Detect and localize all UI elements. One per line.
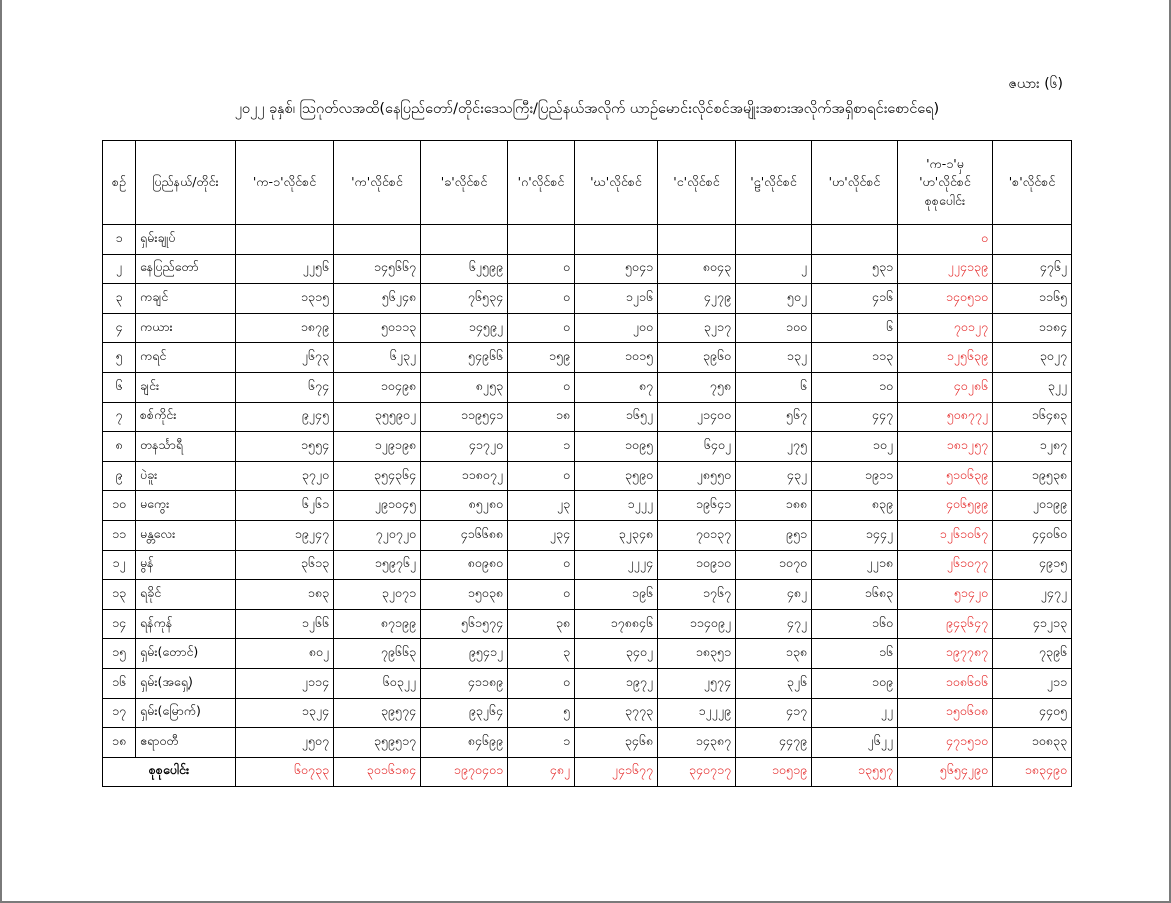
value-cell: ၃၈ xyxy=(508,609,575,639)
value-cell: ၁၂၁၆ xyxy=(575,284,658,314)
row-index-cell: ၉ xyxy=(103,461,136,491)
totals-label: စုစုပေါင်း xyxy=(103,757,236,787)
value-cell: ၈၀၂ xyxy=(236,639,334,669)
value-cell: ၆၄၀၂ xyxy=(658,432,736,462)
value-cell: ၈၇ xyxy=(575,372,658,402)
value-cell: ၆ xyxy=(812,313,898,343)
row-total-cell: ၁၂၆၁၀၆၇ xyxy=(898,520,993,550)
table-row xyxy=(103,254,1072,284)
value-cell: ၁၇၈၈၄၆ xyxy=(575,609,658,639)
value-cell: ၀ xyxy=(508,580,575,610)
value-cell: ၁၃၂ xyxy=(736,343,812,373)
header-cell: 'ဂ'လိုင်စင် xyxy=(508,141,575,225)
value-cell: ၂၇၅ xyxy=(736,432,812,462)
row-index-cell: ၇ xyxy=(103,402,136,432)
table-row xyxy=(103,491,1072,521)
region-name-cell: ရှမ်း(တောင်) xyxy=(136,639,236,669)
value-cell: ၄၇၆၂ xyxy=(993,254,1072,284)
value-cell: ၄၁၁၈၉ xyxy=(421,668,508,698)
header-cell: 'င'လိုင်စင် xyxy=(658,141,736,225)
row-total-cell: ၂၆၁၀၇၇ xyxy=(898,550,993,580)
value-cell: ၅၄၉၆၆ xyxy=(421,343,508,373)
row-total-cell: ၅၁၀၆၃၉ xyxy=(898,461,993,491)
value-cell: ၈၅၂၈၀ xyxy=(421,491,508,521)
region-name-cell: တနင်္သာရီ xyxy=(136,432,236,462)
value-cell: ၉၂၄၅ xyxy=(236,402,334,432)
value-cell xyxy=(658,225,736,255)
total-cell: ၃၀၁၆၁၈၄ xyxy=(334,757,421,787)
page-title: ၂၀၂၂ ခုနှစ်၊ ဩဂုတ်လအထိ(နေပြည်တော်/တိုင်းဒေသကြီး/ပြည်နယ်အလိုက် ယာဉ်မောင်းလိုင်စင်အမျိုးအစားအလိုက်အရှိစာရင်းစောင်ရေ) xyxy=(234,101,940,117)
row-total-cell: ၁၄၀၅၁၀ xyxy=(898,284,993,314)
value-cell: ၂၆၇၃ xyxy=(236,343,334,373)
value-cell: ၄၁၆၆၈၈ xyxy=(421,520,508,550)
value-cell: ၆၇၄ xyxy=(236,372,334,402)
total-cell: ၄၈၂ xyxy=(508,757,575,787)
value-cell: ၃၂၀၇၁ xyxy=(334,580,421,610)
annex-label: ဇယား (၆) xyxy=(1008,76,1063,92)
value-cell: ၂၀၁၉၉ xyxy=(993,491,1072,521)
total-cell: ၁၀၅၁၉ xyxy=(736,757,812,787)
row-total-cell: ၇၀၁၂၇ xyxy=(898,313,993,343)
value-cell: ၁၆၈၃ xyxy=(812,580,898,610)
value-cell: ၇၃၉၆ xyxy=(993,639,1072,669)
value-cell: ၁၂၂၂၉ xyxy=(658,698,736,728)
row-total-cell: ၁၂၅၆၃၉ xyxy=(898,343,993,373)
header-cell: 'ဟ'လိုင်စင် xyxy=(812,141,898,225)
value-cell: ၃၅၉၅၁၇ xyxy=(334,728,421,758)
row-index-cell: ၄ xyxy=(103,313,136,343)
value-cell: ၆၂၆၁ xyxy=(236,491,334,521)
value-cell: ၂၂၁၈ xyxy=(812,550,898,580)
value-cell: ၁၈၃၅၁ xyxy=(658,639,736,669)
region-name-cell: မန္တလေး xyxy=(136,520,236,550)
row-index-cell: ၆ xyxy=(103,372,136,402)
value-cell: ၃၇၂၀ xyxy=(236,461,334,491)
header-cell: ပြည်နယ်/တိုင်း xyxy=(136,141,236,225)
table-row xyxy=(103,461,1072,491)
row-index-cell: ၁၆ xyxy=(103,668,136,698)
row-index-cell: ၁၃ xyxy=(103,580,136,610)
value-cell: ၁၁၃ xyxy=(812,343,898,373)
value-cell: ၃ xyxy=(508,639,575,669)
value-cell: ၃၅၄၃၆၄ xyxy=(334,461,421,491)
row-total-cell: ၉၄၃၆၄၇ xyxy=(898,609,993,639)
value-cell: ၄၄၀၅ xyxy=(993,698,1072,728)
region-name-cell: ဧရာဝတီ xyxy=(136,728,236,758)
value-cell: ၁၆၅၂ xyxy=(575,402,658,432)
region-name-cell: မကွေး xyxy=(136,491,236,521)
value-cell: ၃၀၂၇ xyxy=(993,343,1072,373)
header-row xyxy=(103,141,1072,225)
value-cell: ၁၁၈၄ xyxy=(993,313,1072,343)
value-cell: ၁၆၀ xyxy=(812,609,898,639)
value-cell: ၃၇၇၃ xyxy=(575,698,658,728)
value-cell: ၃၅၅၉၀၂ xyxy=(334,402,421,432)
total-cell: ၆၀၇၃၃ xyxy=(236,757,334,787)
row-total-cell: ၁၀၈၆၀၆ xyxy=(898,668,993,698)
value-cell: ၁၄၄၂ xyxy=(812,520,898,550)
value-cell: ၈၀၉၈၀ xyxy=(421,550,508,580)
value-cell: ၁၅၉၇၆၂ xyxy=(334,550,421,580)
value-cell: ၃၂၂ xyxy=(993,372,1072,402)
value-cell: ၁၃၈ xyxy=(736,639,812,669)
value-cell: ၂၃ xyxy=(508,491,575,521)
value-cell: ၁၈၃ xyxy=(236,580,334,610)
value-cell: ၉၅၁ xyxy=(736,520,812,550)
value-cell: ၅၀၂ xyxy=(736,284,812,314)
value-cell: ၃၅၉၀ xyxy=(575,461,658,491)
total-cell: ၁၉၇၀၄၀၁ xyxy=(421,757,508,787)
value-cell: ၂၄၇၂ xyxy=(993,580,1072,610)
value-cell: ၁၀၉၁၀ xyxy=(658,550,736,580)
region-name-cell: ကယား xyxy=(136,313,236,343)
table-row xyxy=(103,668,1072,698)
value-cell: ၄၂၇၉ xyxy=(658,284,736,314)
value-cell: ၅ xyxy=(508,698,575,728)
value-cell: ၃၉၅၇၄ xyxy=(334,698,421,728)
value-cell: ၁၃၂၄ xyxy=(236,698,334,728)
value-cell: ၁၁၆၅ xyxy=(993,284,1072,314)
row-index-cell: ၁၂ xyxy=(103,550,136,580)
value-cell: ၆ xyxy=(736,372,812,402)
value-cell xyxy=(812,225,898,255)
header-cell: 'ခ'လိုင်စင် xyxy=(421,141,508,225)
row-total-cell: ၁၈၁၂၅၇ xyxy=(898,432,993,462)
table-row xyxy=(103,343,1072,373)
row-index-cell: ၁၀ xyxy=(103,491,136,521)
value-cell xyxy=(334,225,421,255)
value-cell: ၁ xyxy=(508,432,575,462)
value-cell: ၁၈၇၉ xyxy=(236,313,334,343)
window-frame-left xyxy=(0,0,2,903)
value-cell: ၀ xyxy=(508,284,575,314)
value-cell: ၁၉၁၁ xyxy=(812,461,898,491)
header-cell: 'ဃ'လိုင်စင် xyxy=(575,141,658,225)
row-index-cell: ၂ xyxy=(103,254,136,284)
row-index-cell: ၁၄ xyxy=(103,609,136,639)
value-cell: ၇၂၀၇၂၀ xyxy=(334,520,421,550)
value-cell: ၄၄၀၆၀ xyxy=(993,520,1072,550)
value-cell: ၁၉၅၃၈ xyxy=(993,461,1072,491)
value-cell: ၄၄၇၉ xyxy=(736,728,812,758)
value-cell: ၀ xyxy=(508,372,575,402)
value-cell: ၁၀၉ xyxy=(812,668,898,698)
value-cell: ၄၄၇ xyxy=(812,402,898,432)
value-cell: ၁၆၄၈၃ xyxy=(993,402,1072,432)
table-row xyxy=(103,580,1072,610)
table-body xyxy=(103,225,1072,758)
region-name-cell: နေပြည်တော် xyxy=(136,254,236,284)
table-row xyxy=(103,698,1072,728)
region-name-cell: ကချင် xyxy=(136,284,236,314)
region-name-cell: ရှမ်း(မြောက်) xyxy=(136,698,236,728)
row-index-cell: ၈ xyxy=(103,432,136,462)
row-index-cell: ၁၁ xyxy=(103,520,136,550)
value-cell: ၃၉၆၀ xyxy=(658,343,736,373)
value-cell: ၁၈၈ xyxy=(736,491,812,521)
value-cell: ၁၉၆၄၁ xyxy=(658,491,736,521)
total-cell: ၁၃၅၅၇ xyxy=(812,757,898,787)
value-cell: ၁၀၉၅ xyxy=(575,432,658,462)
value-cell: ၁၂၂၂ xyxy=(575,491,658,521)
value-cell: ၉၃၂၆၄ xyxy=(421,698,508,728)
table-row xyxy=(103,225,1072,255)
value-cell: ၁၀၈၃၃ xyxy=(993,728,1072,758)
totals-row xyxy=(103,757,1072,787)
table-row xyxy=(103,284,1072,314)
value-cell: ၈၄၆၉၉ xyxy=(421,728,508,758)
region-name-cell: ရန်ကုန် xyxy=(136,609,236,639)
total-cell: ၃၄၀၇၁၇ xyxy=(658,757,736,787)
value-cell: ၂၆၂၂ xyxy=(812,728,898,758)
region-name-cell: ရှမ်း(အရှေ့) xyxy=(136,668,236,698)
value-cell: ၂၈၅၅၀ xyxy=(658,461,736,491)
value-cell: ၁၄၅၆၆၇ xyxy=(334,254,421,284)
row-total-cell: ၄၀၆၅၉၉ xyxy=(898,491,993,521)
value-cell: ၃၂၆ xyxy=(736,668,812,698)
value-cell: ၃၄၆၈ xyxy=(575,728,658,758)
table-row xyxy=(103,313,1072,343)
header-cell: 'က-၁'လိုင်စင် xyxy=(236,141,334,225)
total-cell: ၂၄၁၆၇၇ xyxy=(575,757,658,787)
value-cell: ၅၃၁ xyxy=(812,254,898,284)
value-cell: ၁၂၉၁၉၈ xyxy=(334,432,421,462)
value-cell: ၁၀ xyxy=(812,372,898,402)
value-cell xyxy=(421,225,508,255)
value-cell: ၅၀၄၁ xyxy=(575,254,658,284)
row-index-cell: ၁၇ xyxy=(103,698,136,728)
value-cell: ၁၅၀၃၈ xyxy=(421,580,508,610)
value-cell xyxy=(993,225,1072,255)
table-row xyxy=(103,639,1072,669)
value-cell: ၀ xyxy=(508,254,575,284)
value-cell: ၉၅၄၁၂ xyxy=(421,639,508,669)
value-cell: ၄၇၂ xyxy=(736,609,812,639)
row-index-cell: ၁၅ xyxy=(103,639,136,669)
value-cell: ၇၉၆၆၃ xyxy=(334,639,421,669)
value-cell: ၁၄၅၉၂ xyxy=(421,313,508,343)
value-cell: ၅၆၇ xyxy=(736,402,812,432)
table-row xyxy=(103,728,1072,758)
value-cell: ၀ xyxy=(508,461,575,491)
table-row xyxy=(103,520,1072,550)
value-cell: ၈၂၅၃ xyxy=(421,372,508,402)
region-name-cell: ရခိုင် xyxy=(136,580,236,610)
value-cell: ၁၇၆၇ xyxy=(658,580,736,610)
row-total-cell: ၄၀၂၈၆ xyxy=(898,372,993,402)
value-cell: ၁၉၇၂ xyxy=(575,668,658,698)
value-cell: ၅၆၂၄၈ xyxy=(334,284,421,314)
value-cell: ၇၆၅၃၄ xyxy=(421,284,508,314)
region-name-cell: ကရင် xyxy=(136,343,236,373)
value-cell: ၅၀၁၁၃ xyxy=(334,313,421,343)
region-name-cell: ချင်း xyxy=(136,372,236,402)
value-cell: ၄၉၁၅ xyxy=(993,550,1072,580)
total-cell: ၅၆၅၄၂၉၀ xyxy=(898,757,993,787)
value-cell xyxy=(575,225,658,255)
value-cell: ၁၉၆ xyxy=(575,580,658,610)
value-cell: ၄၁၇ xyxy=(736,698,812,728)
region-name-cell: မွန် xyxy=(136,550,236,580)
row-index-cell: ၁၈ xyxy=(103,728,136,758)
value-cell: ၁၂၆၆ xyxy=(236,609,334,639)
value-cell: ၇၀၁၃၇ xyxy=(658,520,736,550)
value-cell: ၂၅၀၇ xyxy=(236,728,334,758)
value-cell: ၆၂၃၂ xyxy=(334,343,421,373)
header-cell: စဉ် xyxy=(103,141,136,225)
value-cell: ၁၁၄၀၉၂ xyxy=(658,609,736,639)
region-name-cell: ရှမ်းချုပ် xyxy=(136,225,236,255)
table-row xyxy=(103,372,1072,402)
header-cell: 'က-၁'မှ 'ဟ'လိုင်စင် စုစုပေါင်း xyxy=(898,141,993,225)
header-cell: 'စ'လိုင်စင် xyxy=(993,141,1072,225)
row-index-cell: ၃ xyxy=(103,284,136,314)
value-cell: ၄၁၆ xyxy=(812,284,898,314)
row-total-cell: ၄၇၁၅၁၀ xyxy=(898,728,993,758)
value-cell: ၄၃၂ xyxy=(736,461,812,491)
value-cell: ၃၂၁၇ xyxy=(658,313,736,343)
value-cell: ၈၀၄၃ xyxy=(658,254,736,284)
table-row xyxy=(103,432,1072,462)
header-cell: 'က'လိုင်စင် xyxy=(334,141,421,225)
table-row xyxy=(103,402,1072,432)
value-cell: ၂၉၁၀၄၅ xyxy=(334,491,421,521)
value-cell: ၆၀၃၂၂ xyxy=(334,668,421,698)
row-total-cell: ၅၀၈၇၇၂ xyxy=(898,402,993,432)
value-cell: ၄၈၂ xyxy=(736,580,812,610)
region-name-cell: စစ်ကိုင်း xyxy=(136,402,236,432)
row-total-cell: ၅၁၄၂၀ xyxy=(898,580,993,610)
value-cell: ၂၂၅၆ xyxy=(236,254,334,284)
table-row xyxy=(103,609,1072,639)
value-cell: ၁၅၉ xyxy=(508,343,575,373)
value-cell: ၃၂၃၄၈ xyxy=(575,520,658,550)
region-name-cell: ပဲခူး xyxy=(136,461,236,491)
value-cell: ၁၅၅၄ xyxy=(236,432,334,462)
license-table xyxy=(102,140,1072,787)
value-cell: ၂၂ xyxy=(812,698,898,728)
value-cell: ၁၁၈၀၇၂ xyxy=(421,461,508,491)
value-cell: ၁ xyxy=(508,728,575,758)
value-cell: ၁၀၀ xyxy=(736,313,812,343)
value-cell: ၄၁၂၁၃ xyxy=(993,609,1072,639)
row-total-cell: ၁၅၀၆၀၈ xyxy=(898,698,993,728)
header-cell: 'ဠ'လိုင်စင် xyxy=(736,141,812,225)
value-cell: ၀ xyxy=(508,550,575,580)
value-cell: ၁၀၄၉၈ xyxy=(334,372,421,402)
value-cell: ၇၅၈ xyxy=(658,372,736,402)
value-cell: ၂၁၁၄ xyxy=(236,668,334,698)
value-cell: ၅၆၁၅၇၄ xyxy=(421,609,508,639)
value-cell: ၂ xyxy=(736,254,812,284)
row-index-cell: ၅ xyxy=(103,343,136,373)
value-cell: ၄၁၇၂၀ xyxy=(421,432,508,462)
value-cell: ၃၆၁၃ xyxy=(236,550,334,580)
value-cell: ၂၅၇၄ xyxy=(658,668,736,698)
value-cell: ၂၀၀ xyxy=(575,313,658,343)
value-cell: ၁၀၇၀ xyxy=(736,550,812,580)
row-total-cell: ၂၂၄၁၃၉ xyxy=(898,254,993,284)
total-cell: ၁၈၃၄၉၀ xyxy=(993,757,1072,787)
value-cell: ၁၄၃၈၇ xyxy=(658,728,736,758)
value-cell: ၀ xyxy=(508,668,575,698)
row-total-cell: ၁၉၇၇၈၇ xyxy=(898,639,993,669)
value-cell: ၂၁၁ xyxy=(993,668,1072,698)
value-cell xyxy=(736,225,812,255)
value-cell: ၁၀၁၅ xyxy=(575,343,658,373)
value-cell: ၁၃၁၅ xyxy=(236,284,334,314)
value-cell: ၁၈ xyxy=(508,402,575,432)
value-cell xyxy=(236,225,334,255)
value-cell: ၁၉၂၄၇ xyxy=(236,520,334,550)
table-row xyxy=(103,550,1072,580)
value-cell: ၁၂၈၇ xyxy=(993,432,1072,462)
value-cell: ၆၂၅၉၉ xyxy=(421,254,508,284)
value-cell: ၁၁၉၅၄၁ xyxy=(421,402,508,432)
value-cell: ၃၄၀၂ xyxy=(575,639,658,669)
value-cell: ၀ xyxy=(508,313,575,343)
row-index-cell: ၁ xyxy=(103,225,136,255)
value-cell: ၂၁၄၀၀ xyxy=(658,402,736,432)
value-cell: ၂၂၂၄ xyxy=(575,550,658,580)
value-cell: ၁၆ xyxy=(812,639,898,669)
row-total-cell: ၀ xyxy=(898,225,993,255)
value-cell: ၂၃၄ xyxy=(508,520,575,550)
value-cell xyxy=(508,225,575,255)
value-cell: ၁၀၂ xyxy=(812,432,898,462)
value-cell: ၈၇၁၉၉ xyxy=(334,609,421,639)
value-cell: ၈၃၉ xyxy=(812,491,898,521)
